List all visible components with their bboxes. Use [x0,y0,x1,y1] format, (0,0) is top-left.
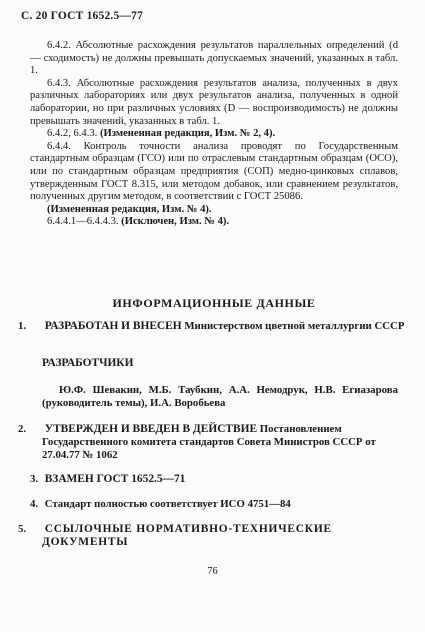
item-number: 3. [30,473,39,485]
running-head: С. 20 ГОСТ 1652.5—77 [21,10,144,22]
item-text: Постановлением Государственного комитета стандартов Совета Министров СССР от 27.04.77 № 1062 [42,423,376,461]
clause-reference: 6.4.2, 6.4.3. [47,128,98,140]
item-number: 1. [18,320,27,332]
item-lead: УТВЕРЖДЕН И ВВЕДЕН В ДЕЙСТВИЕ [44,423,258,435]
info-item-2 [18,423,410,462]
info-item-4 [30,498,398,511]
item-number: 4. [30,498,39,510]
item-number: 2. [18,423,27,435]
developers-heading: РАЗРАБОТЧИКИ [42,357,134,369]
paragraph-6-4-2: 6.4.2. Абсолютные расхождения результатов параллельных определений (d — сходимость) не должны превышать допускаемых значений, указанных в табл. 1. [30,40,398,77]
paragraph-6-4-4: 6.4.4. Контроль точности анализа проводят по Государственным стандартным образцам (ГСО) или по отраслевым стандартным образцам (ОСО), или по стандартным образцам предприятия (СОП) медно-цинковых сплавов, утвержденным ГОСТ 8.315, или методом добавок, или сравнением результатов, полученных другим методом, в соответствии с ГОСТ 25086. [30,140,398,203]
info-data-heading: ИНФОРМАЦИОННЫЕ ДАННЫЕ [112,296,316,310]
item-lead: РАЗРАБОТАН И ВНЕСЕН [44,320,182,332]
item-text: Министерством цветной металлургии СССР [184,320,405,332]
exclusion-note: (Исключен, Изм. № 4). [121,216,230,228]
amendment-note-6-4-4: (Измененная редакция, Изм. № 4). [47,203,212,215]
info-item-5 [18,523,410,549]
page-number: 76 [207,566,218,577]
amendment-note-6-4-2-6-4-3 [30,128,398,141]
amendment-note: (Измененная редакция, Изм. № 2, 4). [99,128,276,140]
developers-list: Ю.Ф. Шевакин, М.Б. Таубкин, А.А. Немодрук, Н.В. Егиазарова (руководитель темы), И.А. Воробьева [42,384,398,409]
paragraph-6-4-3: 6.4.3. Абсолютные расхождения результатов анализа, полученных в двух различных лабораториях или двух результатов анализа, полученных в одной лаборатории, но при различных условиях (D — воспроизводимость) не должны превышать значений, указанных в табл. 1. [30,77,398,127]
info-item-3 [30,473,398,486]
clause-reference: 6.4.4.1—6.4.4.3. [47,216,119,228]
body-text [30,40,398,229]
item-text: Стандарт полностью соответствует ИСО 4751—84 [44,498,291,510]
item-lead: ССЫЛОЧНЫЕ НОРМАТИВНО-ТЕХНИЧЕСКИЕ ДОКУМЕНТЫ [42,523,332,548]
item-number: 5. [18,523,27,535]
excluded-note [30,216,398,229]
item-lead: ВЗАМЕН ГОСТ 1652.5—71 [44,473,186,485]
info-item-1 [18,320,410,333]
